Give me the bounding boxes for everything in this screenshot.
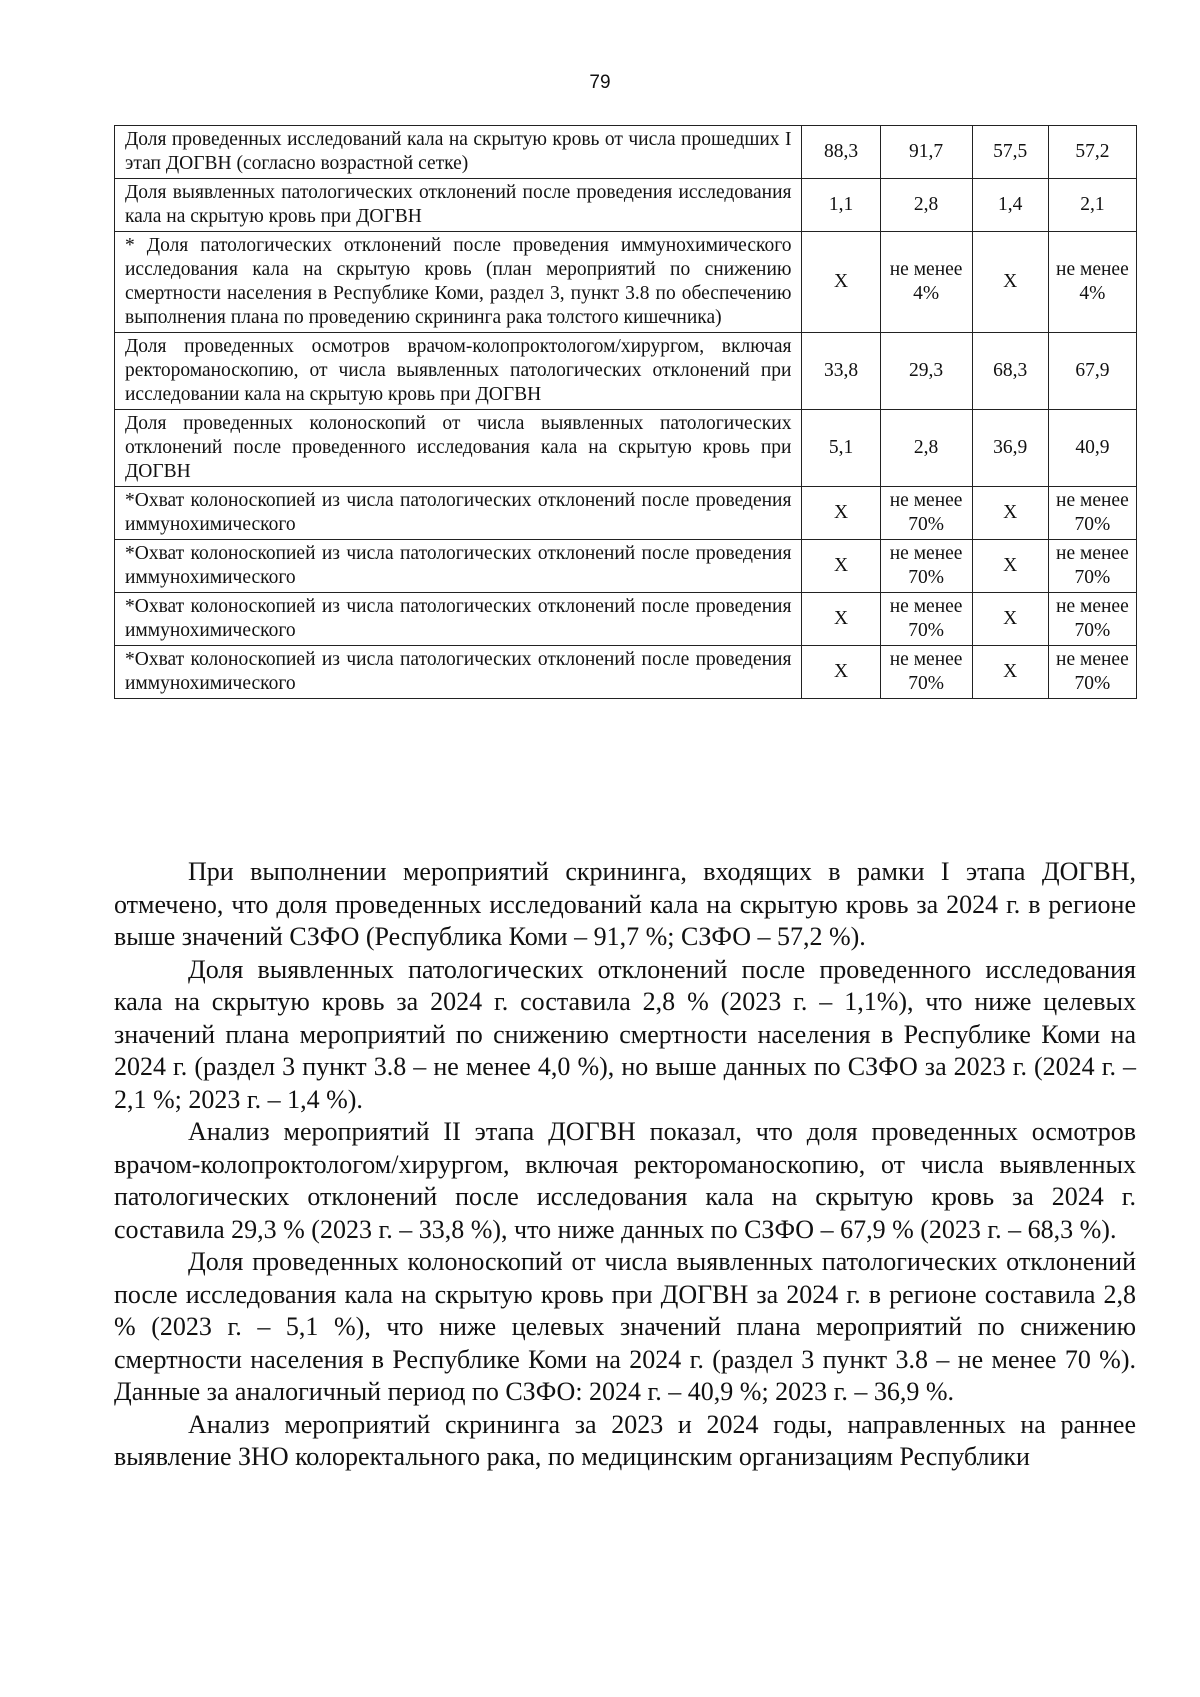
paragraph: Анализ мероприятий скрининга за 2023 и 2024 годы, направленных на раннее выявление ЗНО колоректального рака, по медицинским организациям Республики [114, 1409, 1136, 1471]
value-cell: Х [972, 540, 1048, 593]
value-cell: 1,4 [972, 179, 1048, 232]
value-cell: 40,9 [1048, 410, 1136, 487]
table-body [115, 126, 1137, 699]
indicator-description: *Охват колоноскопией из числа патологических отклонений после проведения иммунохимического [115, 646, 802, 699]
value-cell: 2,1 [1048, 179, 1136, 232]
value-cell: 33,8 [802, 333, 880, 410]
paragraph: При выполнении мероприятий скрининга, входящих в рамки I этапа ДОГВН, отмечено, что доля проведенных исследований кала на скрытую кровь за 2024 г. в регионе выше значений СЗФО (Республика Коми – 91,7 %; СЗФО – 57,2 %). [114, 857, 1136, 951]
table-row [115, 410, 1137, 487]
value-cell: Х [802, 646, 880, 699]
indicator-description: Доля проведенных осмотров врачом-колопроктологом/хирургом, включая ректороманоскопию, от числа выявленных патологических отклонений при исследовании кала на скрытую кровь при ДОГВН [115, 333, 802, 410]
value-cell: Х [972, 487, 1048, 540]
indicator-description: Доля проведенных колоноскопий от числа выявленных патологических отклонений после проведенного исследования кала на скрытую кровь при ДОГВН [115, 410, 802, 487]
value-cell: 57,2 [1048, 126, 1136, 179]
value-cell: Х [972, 232, 1048, 333]
indicator-description: Доля выявленных патологических отклонений после проведения исследования кала на скрытую кровь при ДОГВН [115, 179, 802, 232]
value-cell: не менее 70% [1048, 540, 1136, 593]
page-number: 79 [589, 72, 611, 93]
value-cell: не менее 4% [880, 232, 972, 333]
table-row [115, 540, 1137, 593]
indicator-description: Доля проведенных исследований кала на скрытую кровь от числа прошедших I этап ДОГВН (согласно возрастной сетке) [115, 126, 802, 179]
value-cell: 57,5 [972, 126, 1048, 179]
value-cell: не менее 70% [1048, 593, 1136, 646]
table-row [115, 232, 1137, 333]
value-cell: 5,1 [802, 410, 880, 487]
value-cell: 67,9 [1048, 333, 1136, 410]
value-cell: 2,8 [880, 179, 972, 232]
value-cell: не менее 70% [880, 646, 972, 699]
indicator-description: *Охват колоноскопией из числа патологических отклонений после проведения иммунохимического [115, 487, 802, 540]
value-cell: 29,3 [880, 333, 972, 410]
value-cell: 88,3 [802, 126, 880, 179]
value-cell: 68,3 [972, 333, 1048, 410]
indicator-description: *Охват колоноскопией из числа патологических отклонений после проведения иммунохимического [115, 540, 802, 593]
paragraph: Доля выявленных патологических отклонений после проведенного исследования кала на скрытую кровь за 2024 г. составила 2,8 % (2023 г. – 1,1%), что ниже целевых значений плана мероприятий по снижению смертности населения в Республике Коми на 2024 г. (раздел 3 пункт 3.8 – не менее 4,0 %), но выше данных по СЗФО за 2023 г. (2024 г. – 2,1 %; 2023 г. – 1,4 %). [114, 954, 1136, 1114]
table-row [115, 646, 1137, 699]
value-cell: не менее 4% [1048, 232, 1136, 333]
value-cell: не менее 70% [1048, 487, 1136, 540]
value-cell: 2,8 [880, 410, 972, 487]
value-cell: Х [972, 646, 1048, 699]
value-cell: Х [972, 593, 1048, 646]
value-cell: Х [802, 487, 880, 540]
indicator-description: *Охват колоноскопией из числа патологических отклонений после проведения иммунохимического [115, 593, 802, 646]
screening-indicators-table [114, 125, 1137, 699]
value-cell: не менее 70% [880, 487, 972, 540]
table-row [115, 593, 1137, 646]
table-row [115, 333, 1137, 410]
value-cell: Х [802, 232, 880, 333]
value-cell: 1,1 [802, 179, 880, 232]
value-cell: не менее 70% [1048, 646, 1136, 699]
value-cell: не менее 70% [880, 593, 972, 646]
indicator-description: * Доля патологических отклонений после проведения иммунохимического исследования кала на скрытую кровь (план мероприятий по снижению смертности населения в Республике Коми, раздел 3, пункт 3.8 по обеспечению выполнения плана по проведению скрининга рака толстого кишечника) [115, 232, 802, 333]
value-cell: 91,7 [880, 126, 972, 179]
value-cell: Х [802, 593, 880, 646]
value-cell: Х [802, 540, 880, 593]
value-cell: 36,9 [972, 410, 1048, 487]
paragraph: Анализ мероприятий II этапа ДОГВН показал, что доля проведенных осмотров врачом-колопроктологом/хирургом, включая ректороманоскопию, от числа выявленных патологических отклонений после исследования кала на скрытую кровь за 2024 г. составила 29,3 % (2023 г. – 33,8 %), что ниже данных по СЗФО – 67,9 % (2023 г. – 68,3 %). [114, 1117, 1136, 1244]
table-row [115, 487, 1137, 540]
table-row [115, 126, 1137, 179]
paragraph: Доля проведенных колоноскопий от числа выявленных патологических отклонений после исследования кала на скрытую кровь при ДОГВН за 2024 г. в регионе составила 2,8 % (2023 г. – 5,1 %), что ниже целевых значений плана мероприятий по снижению смертности населения в Республике Коми на 2024 г. (раздел 3 пункт 3.8 – не менее 70 %). Данные за аналогичный период по СЗФО: 2024 г. – 40,9 %; 2023 г. – 36,9 %. [114, 1247, 1136, 1406]
body-text [114, 856, 1136, 1474]
value-cell: не менее 70% [880, 540, 972, 593]
table-row [115, 179, 1137, 232]
